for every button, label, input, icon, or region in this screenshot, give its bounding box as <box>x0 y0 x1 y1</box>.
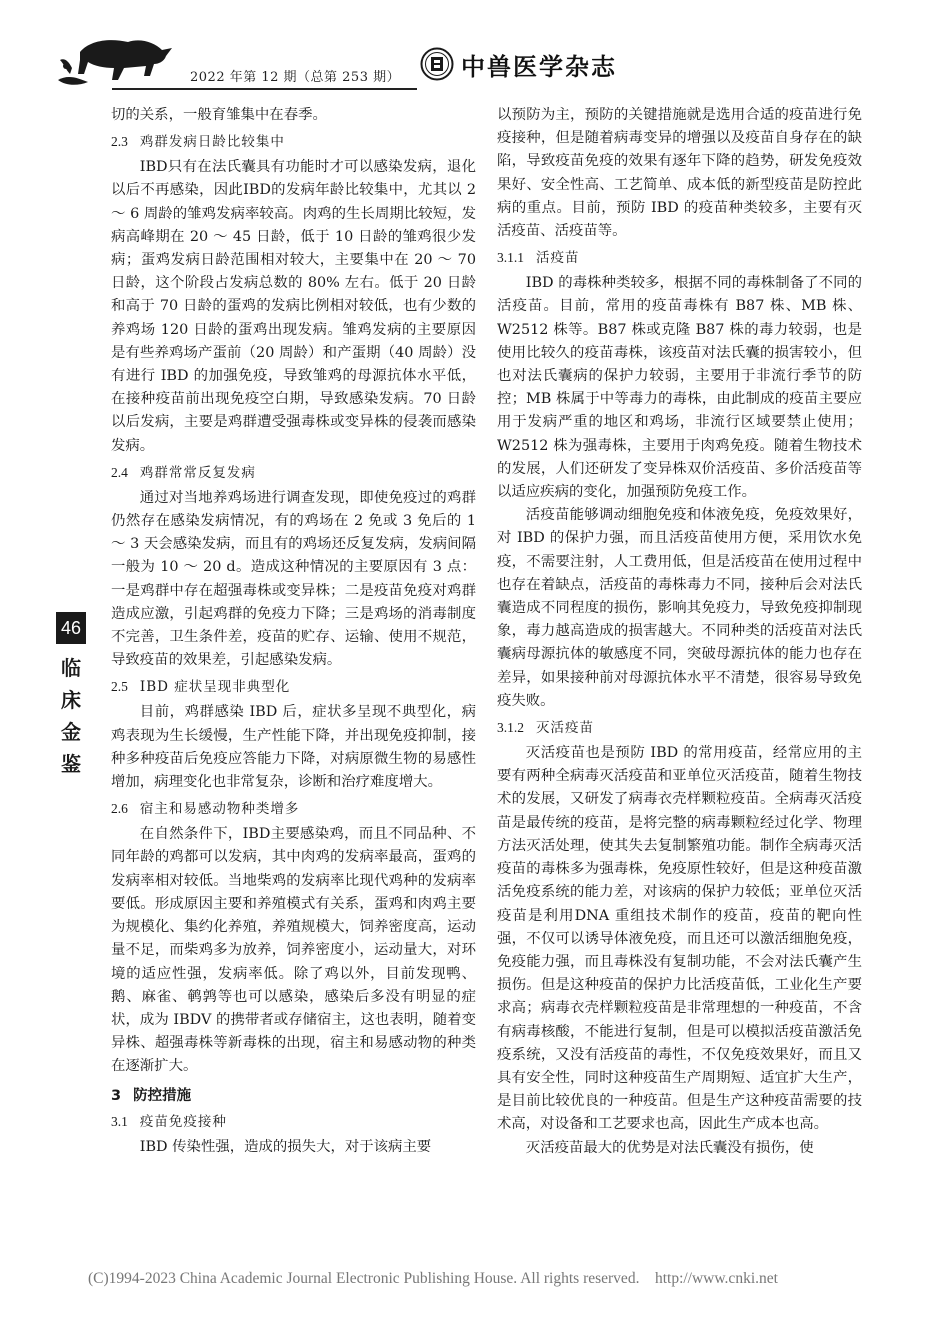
copyright-text: (C)1994-2023 China Academic Journal Electronic Publishing House. All rights reserved. <box>88 1270 640 1287</box>
issue-info: 2022 年第 12 期（总第 253 期） <box>190 70 401 85</box>
header-rule <box>112 88 417 90</box>
right-column <box>497 104 862 1160</box>
paragraph: IBD 传染性强，造成的损失大，对于该病主要 <box>139 1138 432 1155</box>
side-bar <box>56 612 86 780</box>
paragraph: 切的关系，一般育雏集中在春季。 <box>111 107 327 123</box>
section-heading: 3.1.2 灭活疫苗 <box>497 720 594 737</box>
section-heading: 2.5 IBD 症状呈现非典型化 <box>111 679 291 696</box>
section-heading: 3.1.1 活疫苗 <box>497 250 580 267</box>
paragraph: 通过对当地养鸡场进行调查发现，即使免疫过的鸡群仍然存在感染发病情况，有的鸡场在 2 免或 3 免后的 1 ～ 3 天会感染发病，而且有的鸡场还反复发病，发病间隔一般为 10 ～ 20 d。造成这种情况的主要原因有 3 点：一是鸡群中存在超强毒株或变异株；二是疫苗免疫对鸡群造成应激，引起鸡群的免疫力下降；三是鸡场的消毒制度不完善，卫生条件差，疫苗的贮存、运输、使用不规范，导致疫苗的效果差，引起感染发病。 <box>111 489 476 669</box>
copyright-footer <box>88 1270 778 1288</box>
page-number: 46 <box>56 612 86 644</box>
paragraph: 活疫苗能够调动细胞免疫和体液免疫，免疫效果好，对 IBD 的保护力强，而且活疫苗使用方便，采用饮水免疫，不需要注射，人工费用低，但是活疫苗在使用过程中也存在着缺点，活疫苗的毒株毒力不同，接种后会对法氏囊造成不同程度的损伤，影响其免疫力，导致免疫抑制现象，毒力越高造成的损害越大。不同种类的活疫苗对法氏囊病母源抗体的敏感度不同，突破母源抗体的能力也存在差异，如果接种前对母源抗体水平不清楚，很容易导致免疫失败。 <box>497 507 862 709</box>
journal-name: 中兽医学杂志 <box>461 52 617 81</box>
footer-link[interactable]: http://www.cnki.net <box>654 1270 778 1287</box>
paragraph: 目前，鸡群感染 IBD 后，症状多呈现不典型化，病鸡表现为生长缓慢，生产性能下降，并出现免疫抑制，接种多种疫苗后免疫应答能力下降，对病原微生物的易感性增加，病理变化也非常复杂，诊断和治疗难度增大。 <box>111 704 476 791</box>
section-heading: 2.6 宿主和易感动物种类增多 <box>111 801 300 818</box>
paragraph: 以预防为主，预防的关键措施就是选用合适的疫苗进行免疫接种，但是随着病毒变异的增强以及疫苗自身存在的缺陷，导致疫苗免疫的效果有逐年下降的趋势，研发免疫效果好、安全性高、工艺简单、成本低的新型疫苗是防控此病的重点。目前，预防 IBD 的疫苗种类较多，主要有灭活疫苗、活疫苗等。 <box>497 107 862 240</box>
paragraph: 灭活疫苗也是预防 IBD 的常用疫苗，经常应用的主要有两种全病毒灭活疫苗和亚单位灭活疫苗，随着生物技术的发展，又研发了病毒衣壳样颗粒疫苗。全病毒灭活疫苗是最传统的疫苗，是将完整的病毒颗粒经过化学、物理方法灭活处理，使其失去复制繁殖功能。制作全病毒灭活疫苗的毒株多为强毒株，免疫原性较好，但是这种疫苗激活免疫系统的能力差，对该病的保护力较低；亚单位灭活疫苗是利用DNA 重组技术制作的疫苗，疫苗的靶向性强，不仅可以诱导体液免疫，而且还可以激活细胞免疫，免疫能力强，而且毒株没有复制功能，不会对法氏囊产生损伤。但是这种疫苗的保护力比活疫苗低，工业化生产要求高；病毒衣壳样颗粒疫苗是非常理想的一种疫苗，不含有病毒核酸，不能进行复制，但是可以模拟活疫苗激活免疫系统，又没有活疫苗的毒性，不仅免疫效果好，而且又具有安全性，同时这种疫苗生产周期短、适宜扩大生产，是目前比较优良的一种疫苗。但是生产这种疫苗需要的技术高，对设备和工艺要求也高，因此生产成本也高。 <box>497 745 862 1133</box>
paragraph: IBD 的毒株种类较多，根据不同的毒株制备了不同的活疫苗。目前，常用的疫苗毒株有 B87 株、MB 株、W2512 株等。B87 株或克隆 B87 株的毒力较弱，也是使用比较久的疫苗毒株，该疫苗对法氏囊的损害较小，但也对法氏囊病的保护力较弱，主要用于非流行季节的防控；MB 株属于中等毒力的毒株，由此制成的疫苗主要应用于发病严重的地区和鸡场，非流行区域要禁止使用；W2512 株为强毒株，主要用于肉鸡免疫。随着生物技术的发展，人们还研发了变异株双价活疫苗、多价活疫苗等以适应疾病的变化，加强预防免疫工作。 <box>497 275 862 501</box>
chapter-heading: 3 防控措施 <box>111 1087 192 1104</box>
section-title-char: 金 <box>61 720 81 744</box>
section-title-char: 鉴 <box>61 752 81 776</box>
section-heading: 2.3 鸡群发病日龄比较集中 <box>111 134 285 151</box>
section-heading: 3.1 疫苗免疫接种 <box>111 1113 227 1130</box>
page-header <box>0 0 950 100</box>
paragraph: 灭活疫苗最大的优势是对法氏囊没有损伤，使 <box>525 1139 814 1156</box>
section-title-char: 临 <box>61 656 81 680</box>
round-seal-emblem-icon <box>420 47 454 81</box>
section-heading: 2.4 鸡群常常反复发病 <box>111 464 256 481</box>
paragraph: 在自然条件下，IBD主要感染鸡，而且不同品种、不同年龄的鸡都可以发病，其中肉鸡的发病率最高，蛋鸡的发病率相对较低。当地柴鸡的发病率比现代鸡种的发病率要低。形成原因主要和养殖模式有关系，蛋鸡和肉鸡主要为规模化、集约化养殖，养殖规模大，饲养密度高，运动量不足，而柴鸡多为放养，饲养密度小，运动量大，对环境的适应性强，发病率低。除了鸡以外，目前发现鸭、鹅、麻雀、鹌鹑等也可以感染，感染后多没有明显的症状，成为 IBDV 的携带者或存储宿主，这也表明，随着变异株、超强毒株等新毒株的出现，宿主和易感动物的种类在逐渐扩大。 <box>111 826 476 1075</box>
section-title-char: 床 <box>61 688 81 712</box>
left-column <box>111 104 476 1159</box>
section-title-vertical <box>56 652 86 780</box>
paragraph: IBD只有在法氏囊具有功能时才可以感染发病，退化以后不再感染，因此IBD的发病年龄比较集中，尤其以 2 ～ 6 周龄的雏鸡发病率较高。肉鸡的生长周期比较短，发病高峰期在 20 ～ 45 日龄，低于 10 日龄的雏鸡很少发病；蛋鸡发病日龄范围相对较大，主要集中在 20 ～ 70 日龄，这个阶段占发病总数的 80% 左右。低于 20 日龄和高于 70 日龄的蛋鸡的发病比例相对较低，也有少数的养鸡场 120 日龄的蛋鸡出现发病。雏鸡发病的主要原因是有些养鸡场产蛋前（20 周龄）和产蛋期（40 周龄）没有进行 IBD 的加强免疫，导致雏鸡的母源抗体水平低，在接种疫苗前出现免疫空白期，导致感染发病。70 日龄以后发病，主要是鸡群遭受强毒株或变异株的侵袭而感染发病。 <box>111 159 476 454</box>
bull-and-bird-logo-icon <box>58 30 176 88</box>
